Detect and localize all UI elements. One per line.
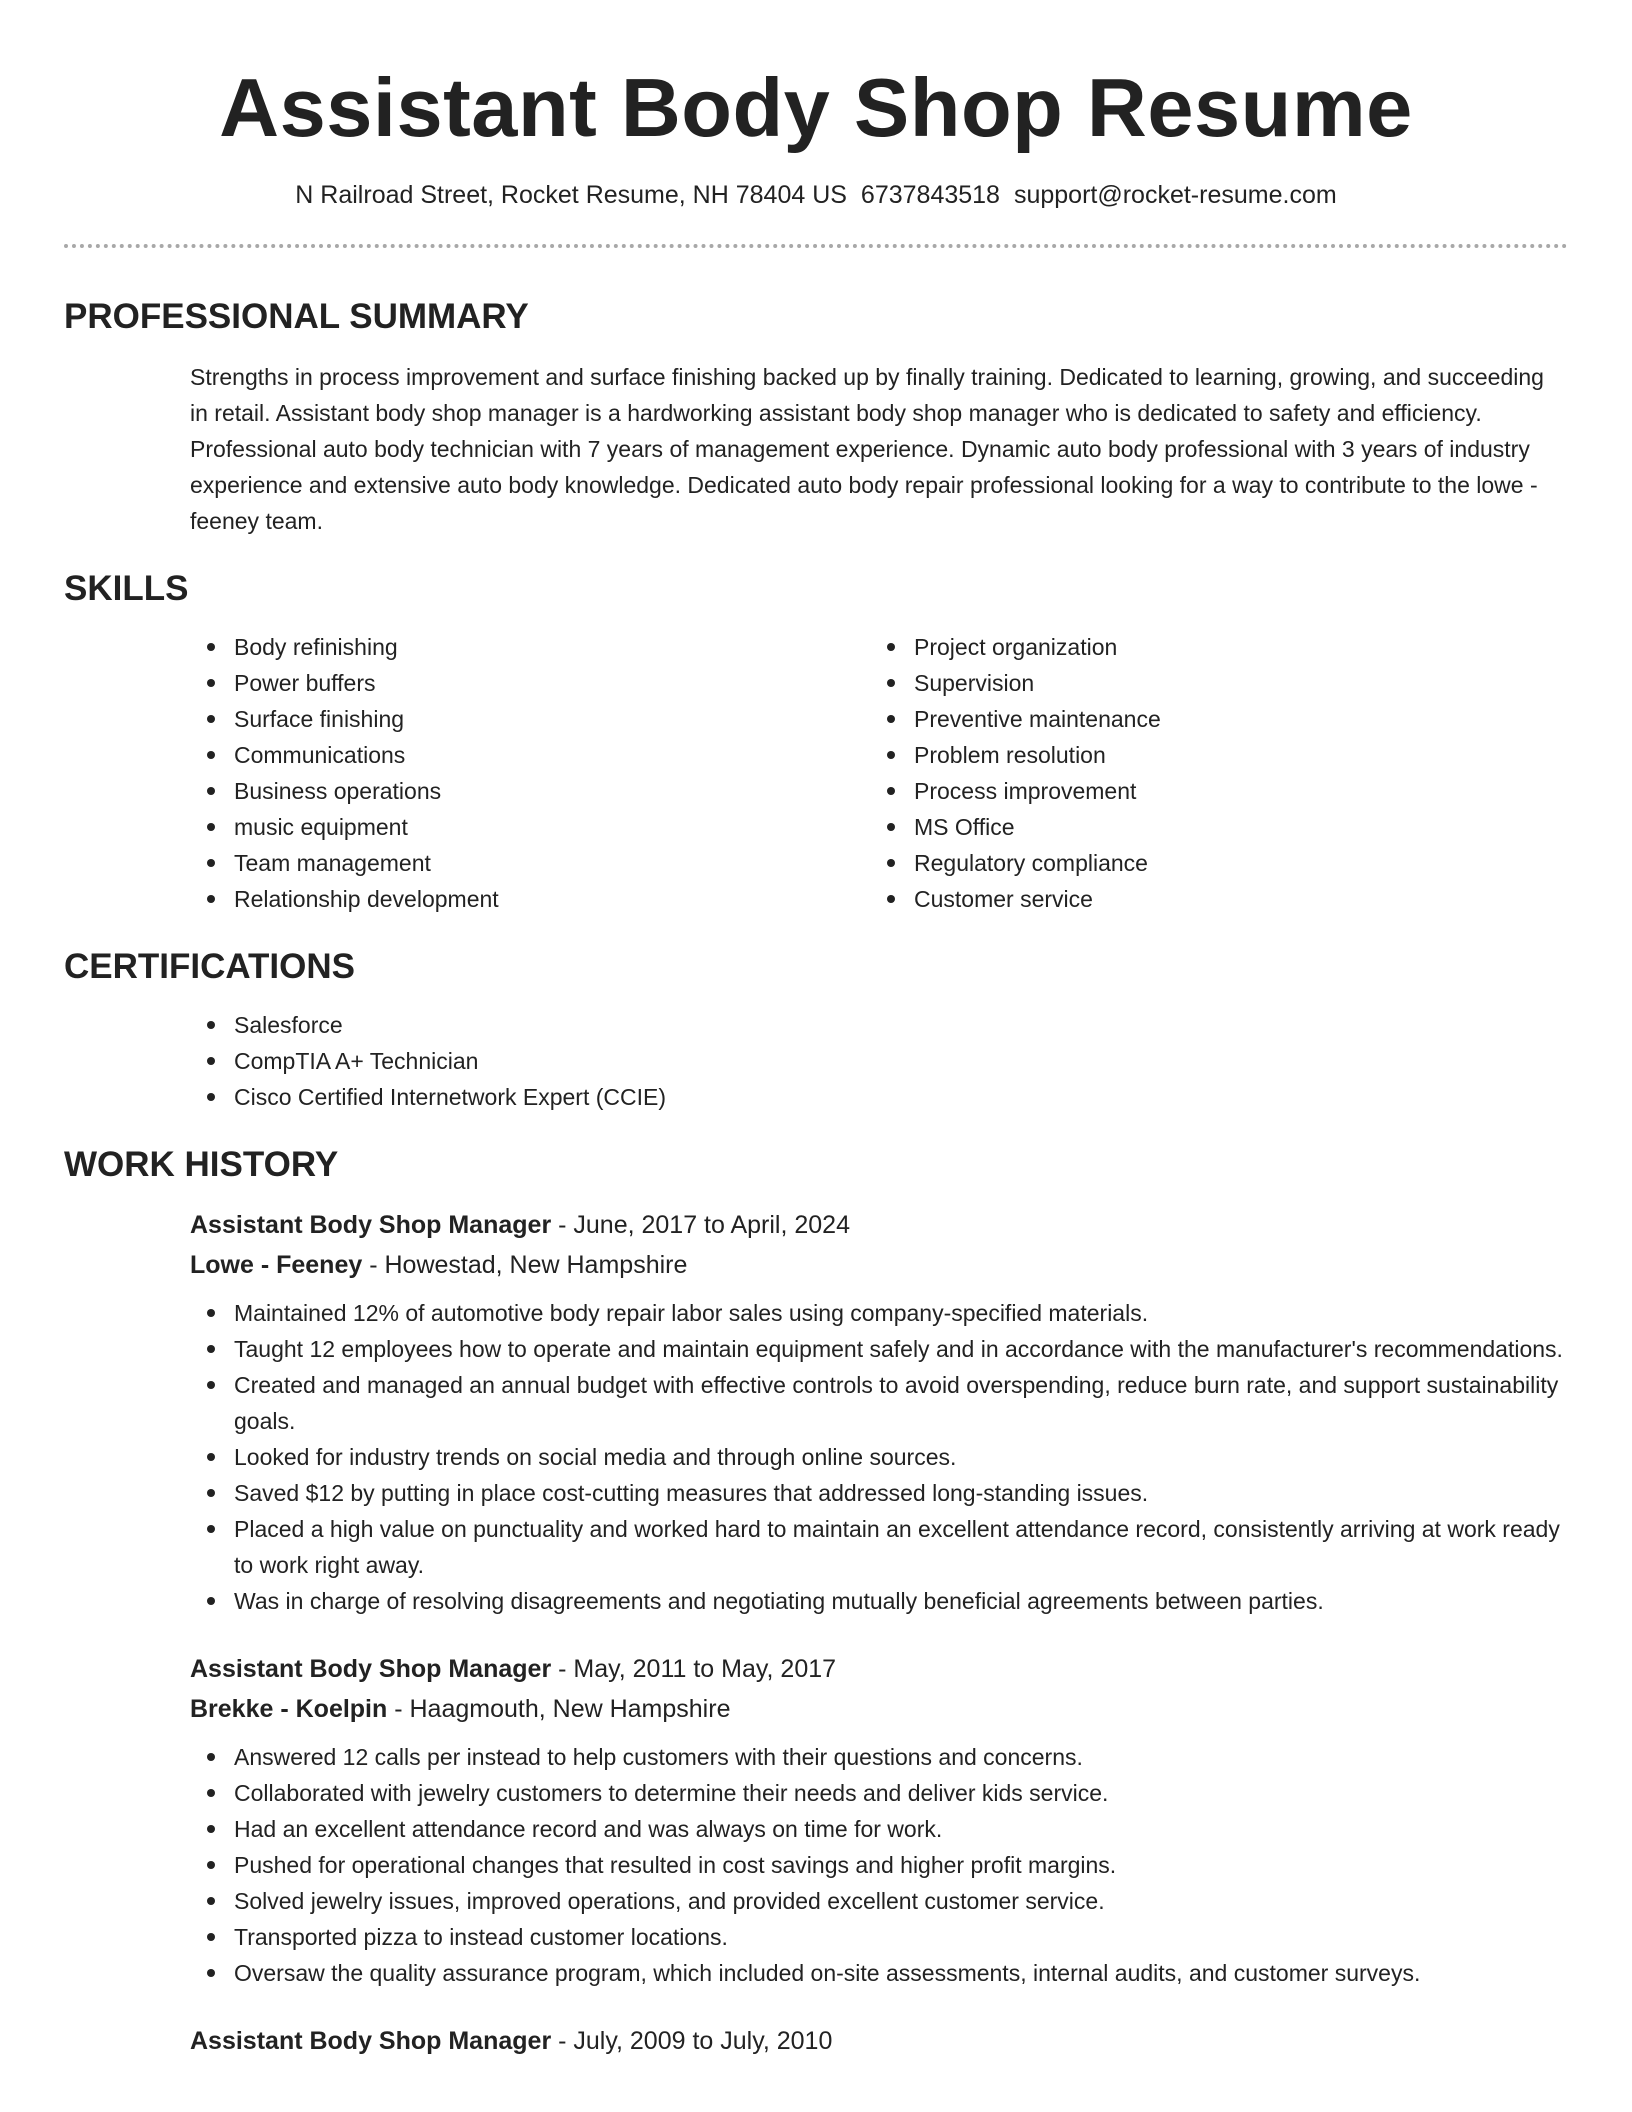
summary-text: Strengths in process improvement and surface finishing backed up by finally training. Dedicated to learning, growing, and succeeding in retail. Assistant body shop manager is a hardworking assistant body shop manager who is dedicated to safety and efficiency. Professional auto body technician with 7 years of management experience. Dynamic auto body professional with 3 years of industry experience and extensive auto body knowledge. Dedicated auto body repair professional looking for a way to contribute to the lowe - feeney team. xyxy=(190,364,1544,534)
job-bullet: Solved jewelry issues, improved operations, and provided excellent customer service. xyxy=(190,1883,1568,1919)
resume-title: Assistant Body Shop Resume xyxy=(219,61,1413,154)
certification-item: Salesforce xyxy=(190,1007,1568,1043)
job-location: - Howestad, New Hampshire xyxy=(362,1251,688,1279)
skill-item: Supervision xyxy=(870,665,1550,701)
job-entry xyxy=(190,1205,1568,1619)
certifications-section xyxy=(64,945,1568,1115)
contact-email[interactable]: support@rocket-resume.com xyxy=(1013,181,1337,209)
skill-item: Relationship development xyxy=(190,881,870,917)
job-title-line xyxy=(190,1649,1568,1689)
job-bullet: Saved $12 by putting in place cost-cutting measures that addressed long-standing issues. xyxy=(190,1475,1568,1511)
certifications-heading: CERTIFICATIONS xyxy=(64,947,356,986)
job-bullets xyxy=(190,1295,1568,1619)
job-bullet: Looked for industry trends on social media and through online sources. xyxy=(190,1439,1568,1475)
certifications-list xyxy=(190,1007,1568,1115)
skill-item: MS Office xyxy=(870,809,1550,845)
skill-item: Communications xyxy=(190,737,870,773)
job-title-line xyxy=(190,1205,1568,1245)
contact-phone: 6737843518 xyxy=(860,181,1000,209)
skills-grid xyxy=(190,629,1568,917)
job-bullets xyxy=(190,1739,1568,1991)
job-title: Assistant Body Shop Manager xyxy=(190,1211,552,1239)
skills-heading: SKILLS xyxy=(64,569,189,608)
job-dates: - June, 2017 to April, 2024 xyxy=(551,1211,850,1239)
skill-item: Power buffers xyxy=(190,665,870,701)
job-bullet: Placed a high value on punctuality and worked hard to maintain an excellent attendance record, consistently arriving at work ready to work right away. xyxy=(190,1511,1568,1583)
job-company: Brekke - Koelpin xyxy=(190,1695,388,1723)
skill-item: Customer service xyxy=(870,881,1550,917)
job-title: Assistant Body Shop Manager xyxy=(190,1655,552,1683)
header-divider xyxy=(64,244,1568,248)
summary-heading: PROFESSIONAL SUMMARY xyxy=(64,297,529,336)
job-bullet: Maintained 12% of automotive body repair labor sales using company-specified materials. xyxy=(190,1295,1568,1331)
job-title: Assistant Body Shop Manager xyxy=(190,2027,552,2055)
skill-item: Project organization xyxy=(870,629,1550,665)
job-bullet: Pushed for operational changes that resulted in cost savings and higher profit margins. xyxy=(190,1847,1568,1883)
skill-item: Regulatory compliance xyxy=(870,845,1550,881)
skills-list-right xyxy=(870,629,1550,917)
job-bullet: Oversaw the quality assurance program, which included on-site assessments, internal audits, and customer surveys. xyxy=(190,1955,1568,1991)
skill-item: Body refinishing xyxy=(190,629,870,665)
job-bullet: Created and managed an annual budget with effective controls to avoid overspending, reduce burn rate, and support sustainability goals. xyxy=(190,1367,1568,1439)
job-company-line xyxy=(190,1689,1568,1729)
job-bullet: Answered 12 calls per instead to help customers with their questions and concerns. xyxy=(190,1739,1568,1775)
job-dates: - July, 2009 to July, 2010 xyxy=(551,2027,833,2055)
skill-item: Preventive maintenance xyxy=(870,701,1550,737)
skills-section xyxy=(64,567,1568,917)
job-title-line xyxy=(190,2021,1568,2061)
work-history-heading: WORK HISTORY xyxy=(64,1145,339,1184)
skill-item: music equipment xyxy=(190,809,870,845)
certification-item: CompTIA A+ Technician xyxy=(190,1043,1568,1079)
certification-item: Cisco Certified Internetwork Expert (CCIE) xyxy=(190,1079,1568,1115)
work-history-section xyxy=(64,1143,1568,2061)
job-bullet: Transported pizza to instead customer locations. xyxy=(190,1919,1568,1955)
job-entry xyxy=(190,2021,1568,2061)
skill-item: Team management xyxy=(190,845,870,881)
job-dates: - May, 2011 to May, 2017 xyxy=(551,1655,837,1683)
skill-item: Surface finishing xyxy=(190,701,870,737)
contact-line xyxy=(64,178,1568,212)
summary-section xyxy=(64,295,1568,539)
job-bullet: Had an excellent attendance record and was always on time for work. xyxy=(190,1811,1568,1847)
skill-item: Business operations xyxy=(190,773,870,809)
contact-address: N Railroad Street, Rocket Resume, NH 78404 US xyxy=(295,181,847,209)
job-bullet: Was in charge of resolving disagreements and negotiating mutually beneficial agreements between parties. xyxy=(190,1583,1568,1619)
skill-item: Process improvement xyxy=(870,773,1550,809)
job-bullet: Taught 12 employees how to operate and maintain equipment safely and in accordance with the manufacturer's recommendations. xyxy=(190,1331,1568,1367)
job-company-line xyxy=(190,1245,1568,1285)
skills-list-left xyxy=(190,629,870,917)
job-bullet: Collaborated with jewelry customers to determine their needs and deliver kids service. xyxy=(190,1775,1568,1811)
job-company: Lowe - Feeney xyxy=(190,1251,363,1279)
skill-item: Problem resolution xyxy=(870,737,1550,773)
job-entry xyxy=(190,1649,1568,1991)
job-location: - Haagmouth, New Hampshire xyxy=(387,1695,731,1723)
